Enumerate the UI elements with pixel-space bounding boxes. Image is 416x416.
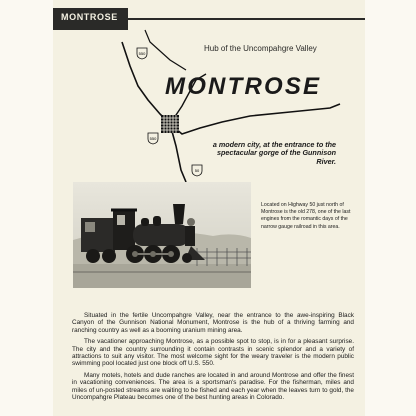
photo-caption: Located on Highway 50 just north of Montrose is the old 278, one of the last engines from the romantic days of the narrow gauge railroad in this area. [261,202,351,230]
body-paragraph: The vacationer approaching Montrose, as a possible spot to stop, is in for a pleasant surprise. The city and the country surrounding it contain contrasts in scenic splendor and a variety of attractions to suit any visitor. The most welcome sight for the weary traveler is the modern public swimming pool located just one block off U.S. 550. [72,338,354,368]
body-paragraph: Many motels, hotels and dude ranches are located in and around Montrose and offer the finest in vacationing conveniences. The area is a sportsman's paradise. For the fisherman, miles and miles of un-posted streams are waiting to be fished and each year when the leaves turn to gold, the Uncompahgre Plateau becomes one of the best hunting areas in Colorado. [72,371,354,402]
highway-shield-icon [137,48,147,59]
city-grid-icon [161,115,179,133]
article-body [72,312,354,405]
locomotive-photo [73,182,251,288]
road-north-spur [145,30,186,70]
steam-locomotive-icon [73,182,251,288]
section-label: MONTROSE [61,12,118,22]
masthead-subtitle: Hub of the Uncompahgre Valley [204,44,317,53]
shield-label-mid: 550 [149,136,157,141]
page-title: MONTROSE [165,73,322,100]
highway-50-east-road [170,104,340,134]
highway-shield-icon [192,165,202,176]
highway-shield-icon [148,133,158,144]
shield-label-bottom: 50 [194,168,200,173]
masthead-tagline: a modern city, at the entrance to the spectacular gorge of the Gunnison River. [212,140,336,166]
body-paragraph: Situated in the fertile Uncompahgre Valley, near the entrance to the awe-inspiring Black Canyon of the Gunnison National Monument, Montrose is the hub of a thriving farming and ranching country as well as a booming uranium mining area. [72,312,354,334]
shield-label-top: 550 [138,51,146,56]
